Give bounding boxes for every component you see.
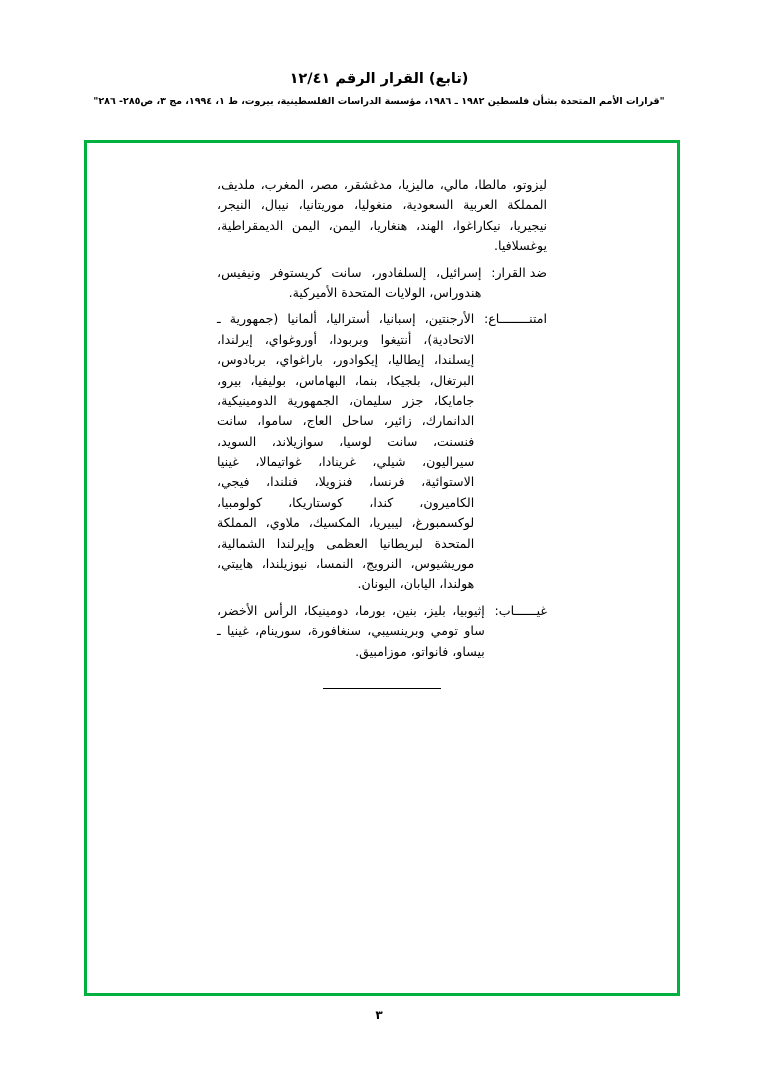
vote-label-against: ضد القرار: [495, 264, 547, 280]
horizontal-rule: [323, 688, 441, 689]
content-frame-inner: [87, 143, 677, 993]
vote-label-abstained: امتنــــــــاع: [488, 311, 547, 327]
source-citation: "قرارات الأمم المتحدة بشأن فلسطين ١٩٨٢ ـ ١٩٨٦، مؤسسة الدراسات الفلسطينية، بيروت، ط ١، ١٩٩٤، مج ٣، ص٢٨٥- ٢٨٦": [93, 95, 665, 107]
page-title: (تابع) القرار الرقم ١٢/٤١: [289, 71, 469, 87]
document-header: [0, 70, 758, 108]
vote-section-against: [217, 263, 547, 304]
colon-separator: :: [491, 264, 496, 280]
vote-section-absent: [217, 601, 547, 662]
continued-country-list: ليزوتو، مالطا، مالي، ماليزيا، مدغشقر، مصر، المغرب، ملديف، المملكة العربية السعودية، منغوليا، موريتانيا، نيبال، النيجر، نيجيريا، نيكاراغوا، الهند، هنغاريا، اليمن، اليمن الديمقراطية، يوغسلافيا.: [217, 177, 547, 254]
colon-separator: :: [494, 602, 499, 618]
vote-label-absent: غيــــــاب: [498, 602, 547, 618]
vote-countries-absent: إثيوبيا، بليز، بنين، بورما، دومينيكا، الرأس الأخضر، ساو تومي وبرينسيبي، سنغافورة، سورينام، غينيا ـ بيساو، فانواتو، موزامبيق.: [217, 602, 485, 659]
resolution-body: [217, 175, 547, 689]
vote-section-abstained: [217, 309, 547, 594]
colon-separator: :: [484, 311, 489, 327]
vote-countries-against: إسرائيل، إلسلفادور، سانت كريستوفر ونيفيس، هندوراس، الولايات المتحدة الأميركية.: [217, 264, 482, 300]
page-number: ٣: [375, 1008, 383, 1022]
content-frame: [84, 140, 680, 996]
vote-countries-abstained: الأرجنتين، إسبانيا، أستراليا، ألمانيا (جمهورية ـ الاتحادية)، أنتيغوا وبربودا، أوروغواي، إيرلندا، إيسلندا، إيطاليا، إيكوادور، باراغواي، بربادوس، البرتغال، بلجيكا، بنما، البهاماس، بوليفيا، بيرو، جامايكا، جزر سليمان، الجمهورية الدومينيكية، الدانمارك، زائير، ساحل العاج، ساموا، سانت فنسنت، سانت لوسيا، سوازيلاند، السويد، سيراليون، شيلي، غرينادا، غواتيمالا، غينيا الاستوائية، فرنسا، فنزويلا، فنلندا، فيجي، الكاميرون، كندا، كوستاريكا، كولومبيا، لوكسمبورغ، ليبيريا، المكسيك، ملاوي، المملكة المتحدة لبريطانيا العظمى وإيرلندا الشمالية، موريشيوس، النرويج، النمسا، نيوزيلندا، هاييتي، هولندا، اليابان، اليونان.: [217, 311, 475, 592]
